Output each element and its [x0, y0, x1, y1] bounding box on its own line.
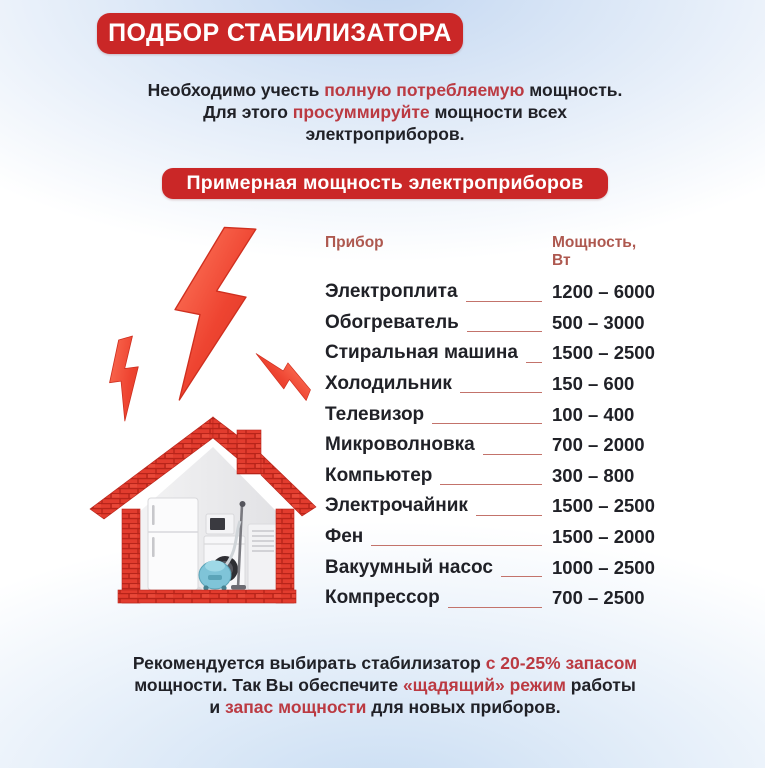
table-row: [325, 369, 652, 400]
appliance-name: Микроволновка: [325, 434, 475, 456]
text-line: Необходимо учесть полную потребляемую мощность.: [147, 80, 623, 100]
power-range: 150 – 600: [552, 373, 635, 395]
leader-line: [476, 515, 542, 516]
power-range: 500 – 3000: [552, 311, 645, 333]
leader-line: [460, 392, 542, 393]
appliance-name: Вакуумный насос: [325, 556, 493, 578]
text-line: Рекомендуется выбирать стабилизатор с 20-25% запасом: [132, 653, 638, 673]
page-title-banner: [97, 13, 463, 54]
table-body: [325, 277, 655, 614]
power-range: 700 – 2500: [552, 587, 645, 609]
table-row: [325, 277, 655, 308]
table-row: [325, 461, 652, 492]
leader-line: [467, 331, 542, 332]
leader-line: [501, 576, 542, 577]
page-title: ПОДБОР СТАБИЛИЗАТОРА: [108, 19, 452, 47]
table-row: [325, 308, 652, 339]
appliance-name: Фен: [325, 526, 364, 548]
recommendation-text: [60, 652, 710, 718]
text-line: и запас мощности для новых приборов.: [209, 697, 561, 717]
text-line: электроприборов.: [305, 124, 465, 144]
table-header: [325, 234, 652, 270]
appliance-name: Телевизор: [325, 403, 425, 425]
appliance-name: Электроплита: [325, 281, 458, 303]
house-icon: [88, 413, 318, 613]
table-row: [325, 491, 655, 522]
power-range: 1000 – 2500: [552, 556, 655, 578]
power-table: [325, 234, 655, 614]
microwave-icon: [206, 514, 234, 534]
leader-line: [483, 454, 542, 455]
power-range: 1500 – 2500: [552, 495, 655, 517]
leader-line: [440, 484, 542, 485]
leader-line: [526, 362, 542, 363]
appliance-name: Электрочайник: [325, 495, 468, 517]
appliance-name: Компрессор: [325, 587, 440, 609]
table-row: [325, 583, 652, 614]
appliance-name: Компьютер: [325, 464, 433, 486]
table-row: [325, 522, 655, 553]
power-range: 300 – 800: [552, 464, 635, 486]
appliance-name: Стиральная машина: [325, 342, 518, 364]
lightning-bolt-icon: [241, 336, 323, 413]
section-title: Примерная мощность электроприборов: [186, 172, 584, 194]
power-range: 1200 – 6000: [552, 281, 655, 303]
column-header-power: Мощность, Вт: [552, 234, 637, 269]
column-header-device: Прибор: [325, 234, 384, 251]
appliance-name: Холодильник: [325, 373, 452, 395]
table-row: [325, 399, 652, 430]
text-line: Для этого просуммируйте мощности всех: [203, 102, 567, 122]
power-range: 1500 – 2500: [552, 342, 655, 364]
leader-line: [432, 423, 542, 424]
power-range: 1500 – 2000: [552, 526, 655, 548]
text-line: мощности. Так Вы обеспечите «щадящий» режим работы: [134, 675, 636, 695]
section-title-banner: [162, 168, 608, 199]
power-range: 100 – 400: [552, 403, 635, 425]
appliance-name: Обогреватель: [325, 311, 459, 333]
power-range: 700 – 2000: [552, 434, 645, 456]
table-row: [325, 430, 652, 461]
air-conditioner-icon: [248, 524, 278, 590]
table-row: [325, 338, 655, 369]
leader-line: [371, 545, 542, 546]
intro-text: [60, 79, 710, 145]
table-row: [325, 552, 655, 583]
leader-line: [448, 607, 542, 608]
fridge-icon: [148, 498, 198, 590]
leader-line: [466, 301, 542, 302]
